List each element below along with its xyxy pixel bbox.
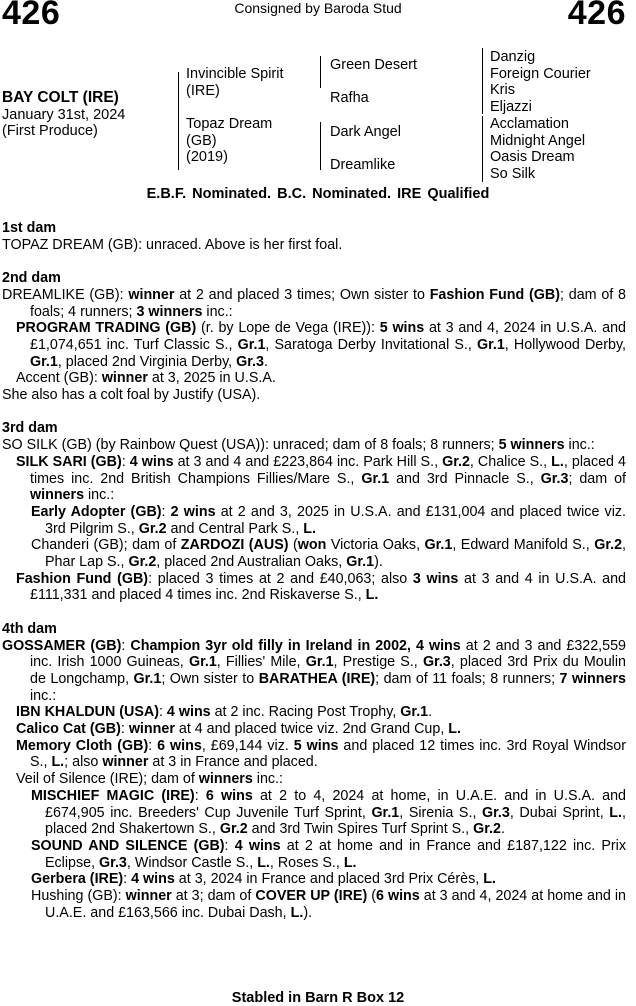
gen4-item: Acclamation — [490, 115, 569, 132]
second-dam-progeny-1: PROGRAM TRADING (GB) (r. by Lope de Vega (IRE)): 5 wins at 3 and 4, 2024 in U.S.A. and £1,074,651 inc. Turf Classic S., Gr.1, Saratoga Derby Invitational S., Gr.1, Hollywood Derby, Gr.1, placed 2nd Virginia Derby, Gr.3. — [16, 320, 627, 370]
third-dam-grandprogeny-2: Chanderi (GB); dam of ZARDOZI (AUS) (won Victoria Oaks, Gr.1, Edward Manifold S., Gr.2, Phar Lap S., Gr.2, placed 2nd Australian Oaks, Gr.1). — [31, 537, 627, 571]
gen4-item: Oasis Dream — [490, 149, 575, 166]
pedigree-sire-dam: Rafha — [330, 90, 369, 106]
third-dam-progeny-2: Fashion Fund (GB): placed 3 times at 2 and £40,063; also 3 wins at 3 and 4 in U.S.A. and £111,331 and placed 4 times inc. 2nd Riskaverse S., L. — [16, 570, 627, 604]
gen4-item: Eljazzi — [490, 99, 532, 116]
pedigree-dam-sire: Dark Angel — [330, 124, 401, 140]
second-dam-heading: 2nd dam — [2, 270, 61, 287]
fourth-dam-progeny-2: Calico Cat (GB): winner at 4 and placed twice viz. 2nd Grand Cup, L. — [16, 721, 461, 738]
sire-line-1: Invincible Spirit — [186, 66, 284, 82]
fourth-dam-grandprogeny-3: Gerbera (IRE): 4 wins at 3, 2024 in France and placed 3rd Prix Cérès, L. — [31, 871, 496, 888]
horse-identity — [2, 90, 125, 140]
first-dam-text: TOPAZ DREAM (GB): unraced. Above is her first foal. — [2, 236, 343, 253]
gen4-item: Midnight Angel — [490, 132, 586, 149]
catalogue-body — [2, 220, 626, 921]
lot-number-left: 426 — [2, 0, 61, 32]
second-dam-note: She also has a colt foal by Justify (USA). — [2, 387, 261, 404]
horse-name: BAY COLT (IRE) — [2, 89, 119, 106]
consignor: Consigned by Baroda Stud — [234, 0, 402, 16]
dam-line-3: (2019) — [186, 149, 228, 165]
fourth-dam-grandprogeny-4: Hushing (GB): winner at 3; dam of COVER UP (IRE) (6 wins at 3 and 4, 2024 at home and in U.A.E. and £163,566 inc. Dubai Dash, L.). — [31, 888, 626, 921]
fourth-dam-grandprogeny-2: SOUND AND SILENCE (GB): 4 wins at 2 at home and in France and £187,122 inc. Prix Eclipse, Gr.3, Windsor Castle S., L., Roses S., L. — [31, 837, 626, 871]
pedigree-line-2b — [320, 122, 321, 170]
pedigree-sire-sire: Green Desert — [330, 57, 418, 73]
lot-number-right: 426 — [567, 0, 626, 32]
nominations: E.B.F. Nominated. B.C. Nominated. IRE Qualified — [146, 186, 490, 202]
fourth-dam-progeny-3: Memory Cloth (GB): 6 wins, £69,144 viz. 5 wins and placed 12 times inc. 3rd Royal Windsor S., L.; also winner at 3 in France and placed. — [16, 737, 627, 771]
gen4-item: Kris — [490, 82, 515, 99]
pedigree-dam — [186, 116, 272, 166]
dam-line-1: Topaz Dream — [186, 116, 273, 132]
pedigree-dam-dam: Dreamlike — [330, 157, 396, 173]
fourth-dam-progeny-1: IBN KHALDUN (USA): 4 wins at 2 inc. Racing Post Trophy, Gr.1. — [16, 704, 433, 721]
first-dam-heading: 1st dam — [2, 220, 57, 236]
horse-foaled: January 31st, 2024 — [2, 106, 126, 123]
sire-line-2: (IRE) — [186, 82, 220, 99]
pedigree-line-3b — [482, 116, 483, 182]
stabling-info: Stabled in Barn R Box 12 — [231, 990, 405, 1006]
fourth-dam-heading: 4th dam — [2, 620, 57, 637]
horse-note: (First Produce) — [2, 123, 98, 139]
fourth-dam-grandprogeny-1: MISCHIEF MAGIC (IRE): 6 wins at 2 to 4, 2024 at home, in U.A.E. and in U.S.A. and £674,905 inc. Breeders' Cup Juvenile Turf Sprint, Gr.1, Sirenia S., Gr.3, Dubai Sprint, L., placed 2nd Shakertown S., Gr.2 and 3rd Twin Spires Turf Sprint S., Gr.2. — [31, 787, 627, 838]
gen4-item: Foreign Courier — [490, 65, 591, 82]
pedigree-sire — [186, 66, 284, 99]
gen4-item: So Silk — [490, 165, 536, 182]
third-dam-entry: SO SILK (GB) (by Rainbow Quest (USA)): unraced; dam of 8 foals; 8 runners; 5 winners inc.: — [2, 437, 595, 454]
gen4-item: Danzig — [490, 49, 536, 65]
third-dam-grandprogeny-1: Early Adopter (GB): 2 wins at 2 and 3, 2025 in U.S.A. and £131,004 and placed twice viz. 3rd Pilgrim S., Gr.2 and Central Park S., L. — [31, 503, 626, 537]
third-dam-heading: 3rd dam — [2, 420, 58, 437]
second-dam-entry: DREAMLIKE (GB): winner at 2 and placed 3 times; Own sister to Fashion Fund (GB); dam of 8 foals; 4 runners; 3 winners inc.: — [2, 286, 626, 320]
third-dam-progeny-1: SILK SARI (GB): 4 wins at 3 and 4 and £223,864 inc. Park Hill S., Gr.2, Chalice S., L., placed 4 times inc. 2nd British Champions Fillies/Mare S., Gr.1 and 3rd Pinnacle S., Gr.3; dam of winners inc.: — [16, 453, 627, 504]
pedigree-line-3a — [482, 48, 483, 114]
dam-line-2: (GB) — [186, 132, 217, 149]
pedigree-gen4 — [490, 49, 591, 183]
second-dam-progeny-2: Accent (GB): winner at 3, 2025 in U.S.A. — [16, 370, 276, 387]
fourth-dam-entry: GOSSAMER (GB): Champion 3yr old filly in Ireland in 2002, 4 wins at 2 and 3 and £322,559 inc. Irish 1000 Guineas, Gr.1, Fillies' Mile, Gr.1, Prestige S., Gr.3, placed 3rd Prix du Moulin de Longchamp, Gr.1; Own sister to BARATHEA (IRE); dam of 11 foals; 8 runners; 7 winners inc.: — [2, 637, 627, 704]
pedigree-line-1 — [178, 72, 179, 170]
pedigree-line-2a — [320, 56, 321, 88]
fourth-dam-progeny-4: Veil of Silence (IRE); dam of winners inc.: — [16, 771, 283, 788]
